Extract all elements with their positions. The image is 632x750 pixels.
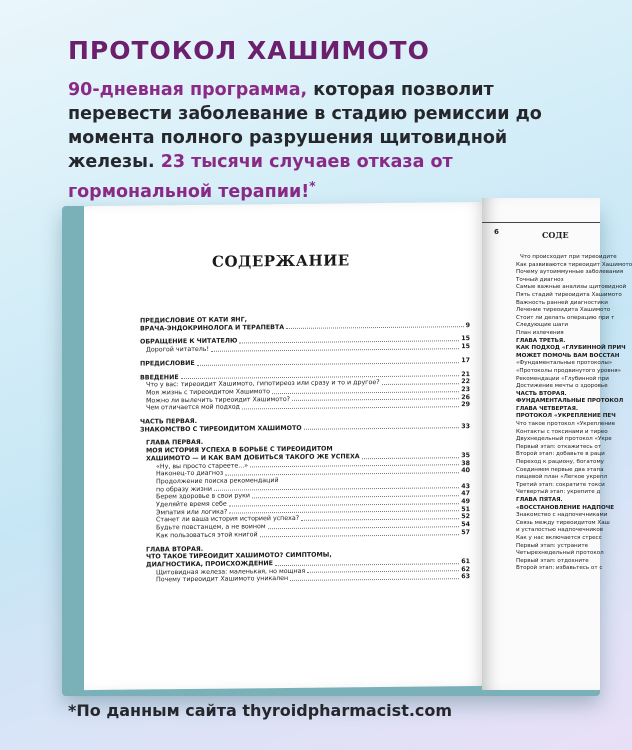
right-toc-entry: Двухнедельный протокол «Укре bbox=[516, 436, 612, 443]
toc-list bbox=[140, 314, 470, 585]
toc-entry-page: 29 bbox=[461, 401, 470, 409]
toc-entry-page: 57 bbox=[461, 528, 470, 537]
right-toc-entry: «ВОССТАНОВЛЕНИЕ НАДПОЧЕ bbox=[516, 504, 615, 511]
toc-entry-page: 51 bbox=[461, 505, 470, 513]
right-toc-entry: Третий этап: сократите токси bbox=[516, 481, 605, 488]
toc-entry-text: ВРАЧА-ЭНДОКРИНОЛОГА И ТЕРАПЕВТА bbox=[140, 323, 285, 333]
toc-entry-text: ВВЕДЕНИЕ bbox=[140, 373, 179, 382]
toc-entry-text: Продолжение поиска рекомендаций bbox=[156, 477, 279, 486]
toc-entry-page: 43 bbox=[461, 482, 470, 490]
lead-highlight-program: 90-дневная программа, bbox=[68, 80, 308, 100]
toc-entry-page: 63 bbox=[461, 573, 470, 581]
toc-entry-page: 49 bbox=[461, 498, 470, 506]
right-toc-entry: Знакомство с надпочечниками bbox=[516, 512, 608, 519]
toc-entry-text: Будьте повстанцем, а не воином bbox=[156, 523, 266, 532]
page-number: 6 bbox=[494, 228, 499, 236]
source-footnote bbox=[68, 701, 452, 720]
right-toc-entry: Четырехнедельный протокол bbox=[516, 550, 604, 557]
toc-entry-text: ПРЕДИСЛОВИЕ bbox=[140, 359, 195, 368]
footnote-text: По данным сайта thyroidpharmacist.com bbox=[76, 701, 453, 720]
right-toc-entry: «Протоколы продвинутого уровня» bbox=[516, 367, 622, 374]
toc-leader-dots bbox=[304, 428, 460, 431]
toc-entry-page: 61 bbox=[461, 558, 470, 566]
right-toc-entry: Самые важные анализы щитовидной bbox=[516, 284, 627, 291]
toc-entry-page: 17 bbox=[461, 356, 470, 364]
toc-entry-text: Чем отличается мой подход bbox=[146, 403, 240, 412]
right-toc-entry: Первый этап: откажитесь от bbox=[516, 443, 602, 450]
right-toc-entry: Лечение тиреоидита Хашимото bbox=[516, 307, 611, 314]
toc-entry-text: Эмпатия или логика? bbox=[156, 508, 228, 517]
right-toc-entry: и усталостью надпочечников bbox=[516, 527, 604, 534]
book-photo bbox=[62, 198, 632, 698]
right-toc-entry: Первый этап: отдохните bbox=[516, 557, 589, 564]
right-toc-entry: ГЛАВА ЧЕТВЕРТАЯ. bbox=[516, 405, 578, 412]
right-toc-entry: Контакты с токсинами и тирео bbox=[516, 428, 608, 435]
toc-entry-page: 33 bbox=[461, 422, 470, 430]
right-toc-entry: Что такое протокол «Укрепление bbox=[516, 421, 616, 428]
toc-entry-text: ХАШИМОТО — И КАК ВАМ ДОБИТЬСЯ ТАКОГО ЖЕ УСПЕХА bbox=[146, 453, 360, 463]
right-toc-entry: ГЛАВА ПЯТАЯ. bbox=[516, 497, 563, 503]
toc-leader-dots bbox=[382, 383, 460, 385]
right-toc-entry: ПРОТОКОЛ «УКРЕПЛЕНИЕ ПЕЧ bbox=[516, 413, 616, 420]
book-page-right bbox=[482, 198, 632, 690]
toc-entry-text: Щитовидная железа: маленькая, но мощная bbox=[156, 567, 306, 577]
toc-entry-page: 62 bbox=[461, 565, 470, 573]
toc-leader-dots bbox=[307, 571, 459, 574]
toc-entry-text: ГЛАВА ПЕРВАЯ. bbox=[146, 439, 204, 447]
right-toc-entry: Что происходит при тиреоидите bbox=[520, 254, 617, 260]
toc-entry-text: ОБРАЩЕНИЕ К ЧИТАТЕЛЮ bbox=[140, 337, 238, 346]
toc-entry-text: Наконец-то диагноз bbox=[156, 469, 224, 478]
right-toc-entry: ФУНДАМЕНТАЛЬНЫЕ ПРОТОКОЛ bbox=[516, 398, 624, 405]
right-toc-entry: Важность ранней диагностики bbox=[516, 299, 608, 306]
lead-footnote-star: * bbox=[309, 179, 316, 193]
promo-lead-text bbox=[68, 78, 588, 204]
toc-entry-text: Дорогой читатель! bbox=[146, 345, 210, 354]
toc-entry-text: Как пользоваться этой книгой bbox=[156, 531, 258, 540]
toc-entry-page: 38 bbox=[461, 459, 470, 467]
right-toc-entry: Следующие шаги bbox=[516, 322, 569, 329]
toc-entry-page: 35 bbox=[461, 451, 470, 460]
toc-entry-text: Можно ли вылечить тиреоидит Хашимото? bbox=[146, 395, 291, 405]
right-toc-entry: Связь между тиреоидитом Хаш bbox=[516, 519, 610, 526]
toc-leader-dots bbox=[290, 578, 459, 581]
toc-entry-text: ЗНАКОМСТВО С ТИРЕОИДИТОМ ХАШИМОТО bbox=[140, 424, 302, 434]
right-toc-entry: План излечения bbox=[516, 329, 564, 336]
right-toc-entry: пищевой план «Легкое укрепл bbox=[516, 474, 608, 481]
right-toc-entry: «Фундаментальные протоколы» bbox=[516, 360, 613, 367]
right-toc-entry: МОЖЕТ ПОМОЧЬ ВАМ ВОССТАН bbox=[516, 352, 620, 359]
right-toc-entry: Достижение мечты о здоровье bbox=[516, 383, 608, 390]
toc-entry-text: по образу жизни bbox=[156, 485, 212, 494]
right-toc-entry: ЧАСТЬ ВТОРАЯ. bbox=[516, 390, 567, 397]
right-toc-entry: Как развиваются тиреоидит Хашимото bbox=[516, 261, 632, 268]
promo-title: ПРОТОКОЛ ХАШИМОТО bbox=[68, 36, 430, 65]
toc-entry-text: ПРЕДИСЛОВИЕ ОТ КАТИ ЯНГ, bbox=[140, 316, 247, 325]
toc-entry-text: Уделяйте время себе bbox=[156, 500, 227, 509]
right-toc-entry: Рекомендации «Глубинной при bbox=[516, 375, 609, 382]
right-toc-entry: Второй этап: добавьте в раци bbox=[516, 451, 605, 458]
toc-entry-text: Берем здоровье в свои руки bbox=[156, 492, 250, 501]
toc-entry-text: МОЯ ИСТОРИЯ УСПЕХА В БОРЬБЕ С ТИРЕОИДИТОМ bbox=[146, 445, 333, 455]
toc-entry-text: ЧАСТЬ ПЕРВАЯ. bbox=[140, 417, 197, 426]
right-toc-list bbox=[516, 254, 632, 573]
toc-entry-page: 26 bbox=[461, 393, 470, 401]
right-toc-entry: Как у нас включается стресс bbox=[516, 534, 602, 541]
right-toc-entry: Пять стадий тиреоидита Хашимото bbox=[516, 291, 622, 298]
lead-highlight-cases: 23 тысячи случаев отказа от гормональной терапии! bbox=[68, 152, 453, 202]
right-toc-entry: ГЛАВА ТРЕТЬЯ. bbox=[516, 337, 566, 344]
page-header-rule bbox=[482, 222, 600, 223]
toc-entry-page: 22 bbox=[461, 378, 470, 386]
right-page-heading: СОДЕ bbox=[542, 230, 569, 240]
footnote-star: * bbox=[68, 701, 77, 720]
toc-entry-text: ДИАГНОСТИКА, ПРОИСХОЖДЕНИЕ bbox=[146, 560, 273, 569]
right-toc-entry: Стоит ли делать операцию при т bbox=[516, 314, 615, 321]
toc-title: СОДЕРЖАНИЕ bbox=[212, 251, 350, 271]
toc-entry-text: Что у вас: тиреоидит Хашимото, гипотиреоз или сразу и то и другое? bbox=[146, 379, 380, 389]
toc-entry-text: ЧТО ТАКОЕ ТИРЕОИДИТ ХАШИМОТО? СИМПТОМЫ, bbox=[146, 551, 332, 561]
toc-entry-page: 21 bbox=[461, 370, 470, 378]
toc-entry-page: 47 bbox=[461, 490, 470, 498]
toc-entry-page: 9 bbox=[465, 321, 470, 329]
right-toc-entry: Соединяем первые два этапа bbox=[516, 466, 604, 473]
toc-entry-page: 15 bbox=[461, 343, 470, 351]
toc-entry-text: Почему тиреоидит Хашимото уникален bbox=[156, 575, 289, 584]
right-toc-entry: Почему аутоиммунные заболевания bbox=[516, 269, 624, 276]
toc-entry-page: 40 bbox=[461, 467, 470, 475]
right-toc-entry: Точный диагноз bbox=[516, 276, 564, 283]
toc-entry-page: 15 bbox=[461, 335, 470, 343]
right-toc-entry: Второй этап: избавьтесь от с bbox=[516, 565, 603, 572]
book-page-left bbox=[84, 202, 488, 690]
lead-body-text: которая позволит перевести заболевание в стадию ремиссии до момента полного разрушения щитовидной железы. bbox=[68, 80, 542, 172]
right-toc-entry: Переход к рациону, богатому bbox=[516, 459, 604, 466]
toc-entry-text: Станет ли ваша история историей успеха? bbox=[156, 515, 300, 524]
right-toc-entry: Первый этап: устраните bbox=[516, 542, 589, 549]
toc-entry-text: ГЛАВА ВТОРАЯ. bbox=[146, 545, 204, 554]
right-toc-entry: Четвертый этап: укрепите д bbox=[516, 489, 601, 496]
toc-entry-text: Моя жизнь с тиреоидитом Хашимото bbox=[146, 388, 270, 397]
toc-entry-text: «Ну, вы просто стареете...» bbox=[156, 461, 249, 470]
toc-entry-page: 52 bbox=[461, 513, 470, 521]
toc-entry-page: 54 bbox=[461, 521, 470, 529]
toc-entry-page: 23 bbox=[461, 385, 470, 394]
right-toc-entry: КАК ПОДХОД «ГЛУБИННОЙ ПРИЧ bbox=[516, 345, 626, 352]
toc-leader-dots bbox=[362, 457, 460, 459]
